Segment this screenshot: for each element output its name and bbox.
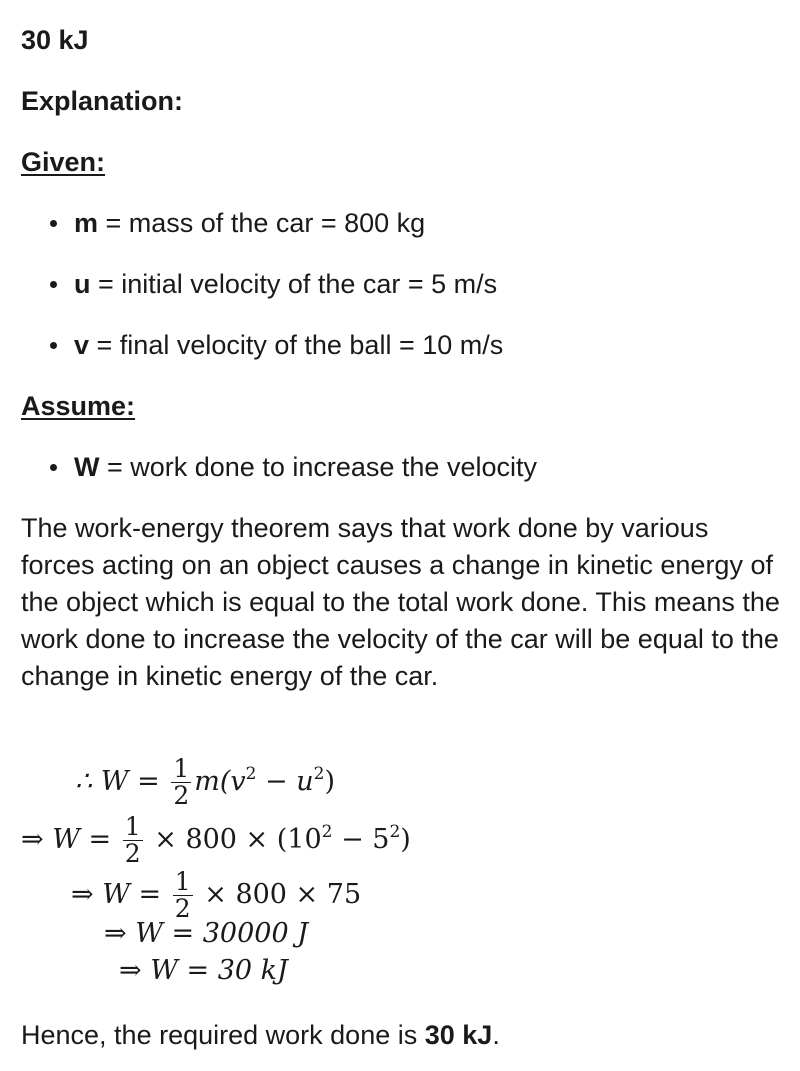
given-heading: Given:	[21, 147, 106, 177]
assume-symbol: W	[74, 452, 100, 482]
list-item	[50, 205, 425, 242]
conclusion-prefix: Hence, the required work done is	[21, 1020, 425, 1050]
given-symbol: m	[74, 208, 99, 238]
exponent: 2	[245, 764, 257, 784]
exponent: 2	[389, 822, 401, 842]
eq2-lhs: ⇒ W =	[21, 824, 120, 855]
equation-3	[71, 869, 361, 922]
explanation-heading: Explanation:	[21, 86, 184, 116]
denominator: 2	[173, 781, 190, 810]
equation-2	[21, 814, 411, 867]
list-item	[50, 449, 537, 486]
eq3-rest: × 800 × 75	[195, 879, 362, 910]
equation-5: ⇒ W = 30 kJ	[119, 955, 288, 986]
given-symbol: u	[74, 269, 91, 299]
list-item	[50, 327, 503, 364]
given-text: = initial velocity of the car = 5 m/s	[90, 269, 498, 299]
fraction	[123, 814, 143, 867]
assume-text: = work done to increase the velocity	[99, 452, 537, 482]
eq1-lhs: ∴ W =	[75, 766, 169, 797]
bullet-icon	[50, 281, 57, 288]
eq1-rest: m(v	[194, 766, 246, 797]
exponent: 2	[321, 822, 333, 842]
bullet-icon	[50, 464, 57, 471]
conclusion-suffix: .	[492, 1020, 500, 1050]
numerator: 1	[124, 812, 141, 841]
fraction	[171, 756, 191, 809]
theorem-paragraph: The work-energy theorem says that work done by various forces acting on an object causes a change in kinetic energy of the object which is equal to the total work done. This means the work done to increase the velocity of the car will be equal to the change in kinetic energy of the car.	[21, 513, 780, 691]
eq1-end: )	[324, 766, 335, 797]
answer: 30 kJ	[21, 25, 89, 55]
numerator: 1	[174, 867, 191, 896]
equation-4: ⇒ W = 30000 J	[104, 918, 309, 949]
conclusion-value: 30 kJ	[424, 1020, 493, 1050]
eq2-end: )	[400, 824, 411, 855]
given-symbol: v	[74, 330, 90, 360]
denominator: 2	[124, 839, 141, 868]
conclusion	[21, 1017, 500, 1054]
numerator: 1	[173, 754, 190, 783]
eq1-mid: − u	[256, 766, 314, 797]
exponent: 2	[313, 764, 325, 784]
denominator: 2	[174, 894, 191, 923]
bullet-icon	[50, 342, 57, 349]
eq2-rest: × 800 × (10	[145, 824, 322, 855]
given-text: = mass of the car = 800 kg	[98, 208, 426, 238]
given-text: = final velocity of the ball = 10 m/s	[89, 330, 504, 360]
fraction	[173, 869, 193, 922]
equation-1	[75, 756, 335, 809]
eq2-mid: − 5	[332, 824, 390, 855]
bullet-icon	[50, 220, 57, 227]
assume-heading: Assume:	[21, 391, 136, 421]
list-item	[50, 266, 497, 303]
eq3-lhs: ⇒ W =	[71, 879, 170, 910]
